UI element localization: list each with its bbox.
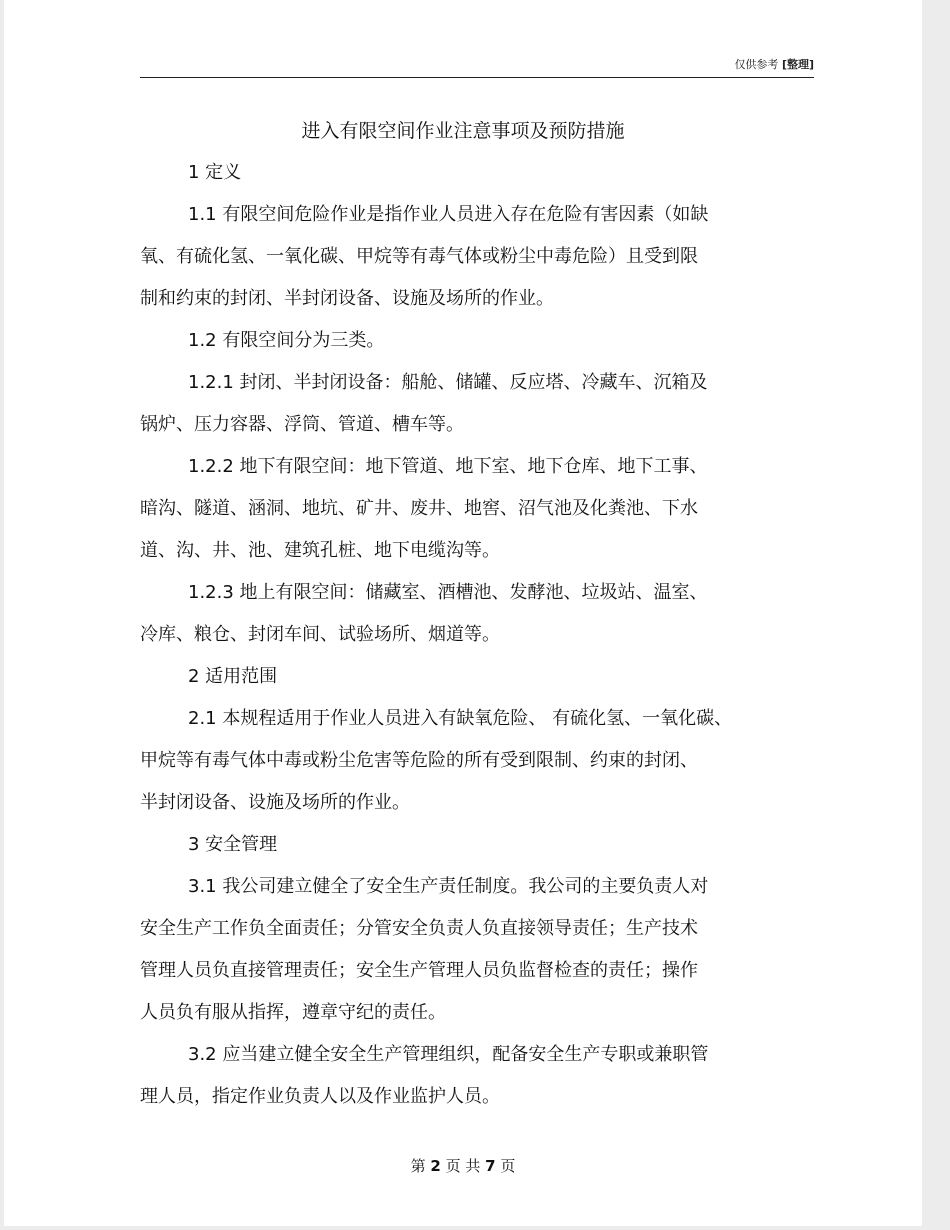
header-tag: [整理] <box>781 58 814 71</box>
document-title: 进入有限空间作业注意事项及预防措施 <box>301 120 625 142</box>
body-line: 3 安全管理 <box>188 834 278 855</box>
body-line: 2 适用范围 <box>188 666 278 687</box>
body-line: 1.1 有限空间危险作业是指作业人员进入存在危险有害因素（如缺 <box>188 204 709 225</box>
body-line: 1.2.3 地上有限空间：储藏室、酒槽池、发酵池、垃圾站、温室、 <box>188 582 708 603</box>
body-line: 管理人员负直接管理责任；安全生产管理人员负监督检查的责任；操作 <box>140 960 698 981</box>
body-line: 制和约束的封闭、半封闭设备、设施及场所的作业。 <box>140 288 554 309</box>
body-line: 1 定义 <box>188 162 242 183</box>
body-line: 锅炉、压力容器、浮筒、管道、槽车等。 <box>140 414 464 435</box>
body-line: 氧、有硫化氢、一氧化碳、甲烷等有毒气体或粉尘中毒危险）且受到限 <box>140 246 698 267</box>
body-line: 3.1 我公司建立健全了安全生产责任制度。我公司的主要负责人对 <box>188 876 709 897</box>
body-line: 半封闭设备、设施及场所的作业。 <box>140 792 410 813</box>
body-line: 冷库、粮仓、封闭车间、试验场所、烟道等。 <box>140 624 500 645</box>
body-line: 暗沟、隧道、涵洞、地坑、矿井、废井、地窖、沼气池及化粪池、下水 <box>140 498 698 519</box>
header-text: 仅供参考 <box>734 58 779 71</box>
header-divider <box>140 77 814 78</box>
footer-middle: 页 共 <box>445 1157 481 1175</box>
document-page <box>4 0 922 1226</box>
body-line: 1.2.2 地下有限空间：地下管道、地下室、地下仓库、地下工事、 <box>188 456 708 477</box>
footer-suffix: 页 <box>500 1157 516 1175</box>
body-line: 1.2 有限空间分为三类。 <box>188 330 385 351</box>
body-line: 人员负有服从指挥，遵章守纪的责任。 <box>140 1002 446 1023</box>
body-line: 安全生产工作负全面责任；分管安全负责人负直接领导责任；生产技术 <box>140 918 698 939</box>
body-line: 理人员，指定作业负责人以及作业监护人员。 <box>140 1086 500 1107</box>
footer-current-page: 2 <box>430 1157 441 1175</box>
page-footer <box>4 1155 922 1176</box>
page-header <box>140 56 814 76</box>
document-body <box>140 152 814 1118</box>
footer-total-pages: 7 <box>485 1157 496 1175</box>
body-line: 3.2 应当建立健全安全生产管理组织，配备安全生产专职或兼职管 <box>188 1044 709 1065</box>
body-line: 1.2.1 封闭、半封闭设备：船舱、储罐、反应塔、冷藏车、沉箱及 <box>188 372 708 393</box>
body-line: 道、沟、井、池、建筑孔桩、地下电缆沟等。 <box>140 540 500 561</box>
footer-prefix: 第 <box>410 1157 426 1175</box>
body-line: 甲烷等有毒气体中毒或粉尘危害等危险的所有受到限制、约束的封闭、 <box>140 750 698 771</box>
body-line: 2.1 本规程适用于作业人员进入有缺氧危险、 有硫化氢、一氧化碳、 <box>188 708 733 729</box>
